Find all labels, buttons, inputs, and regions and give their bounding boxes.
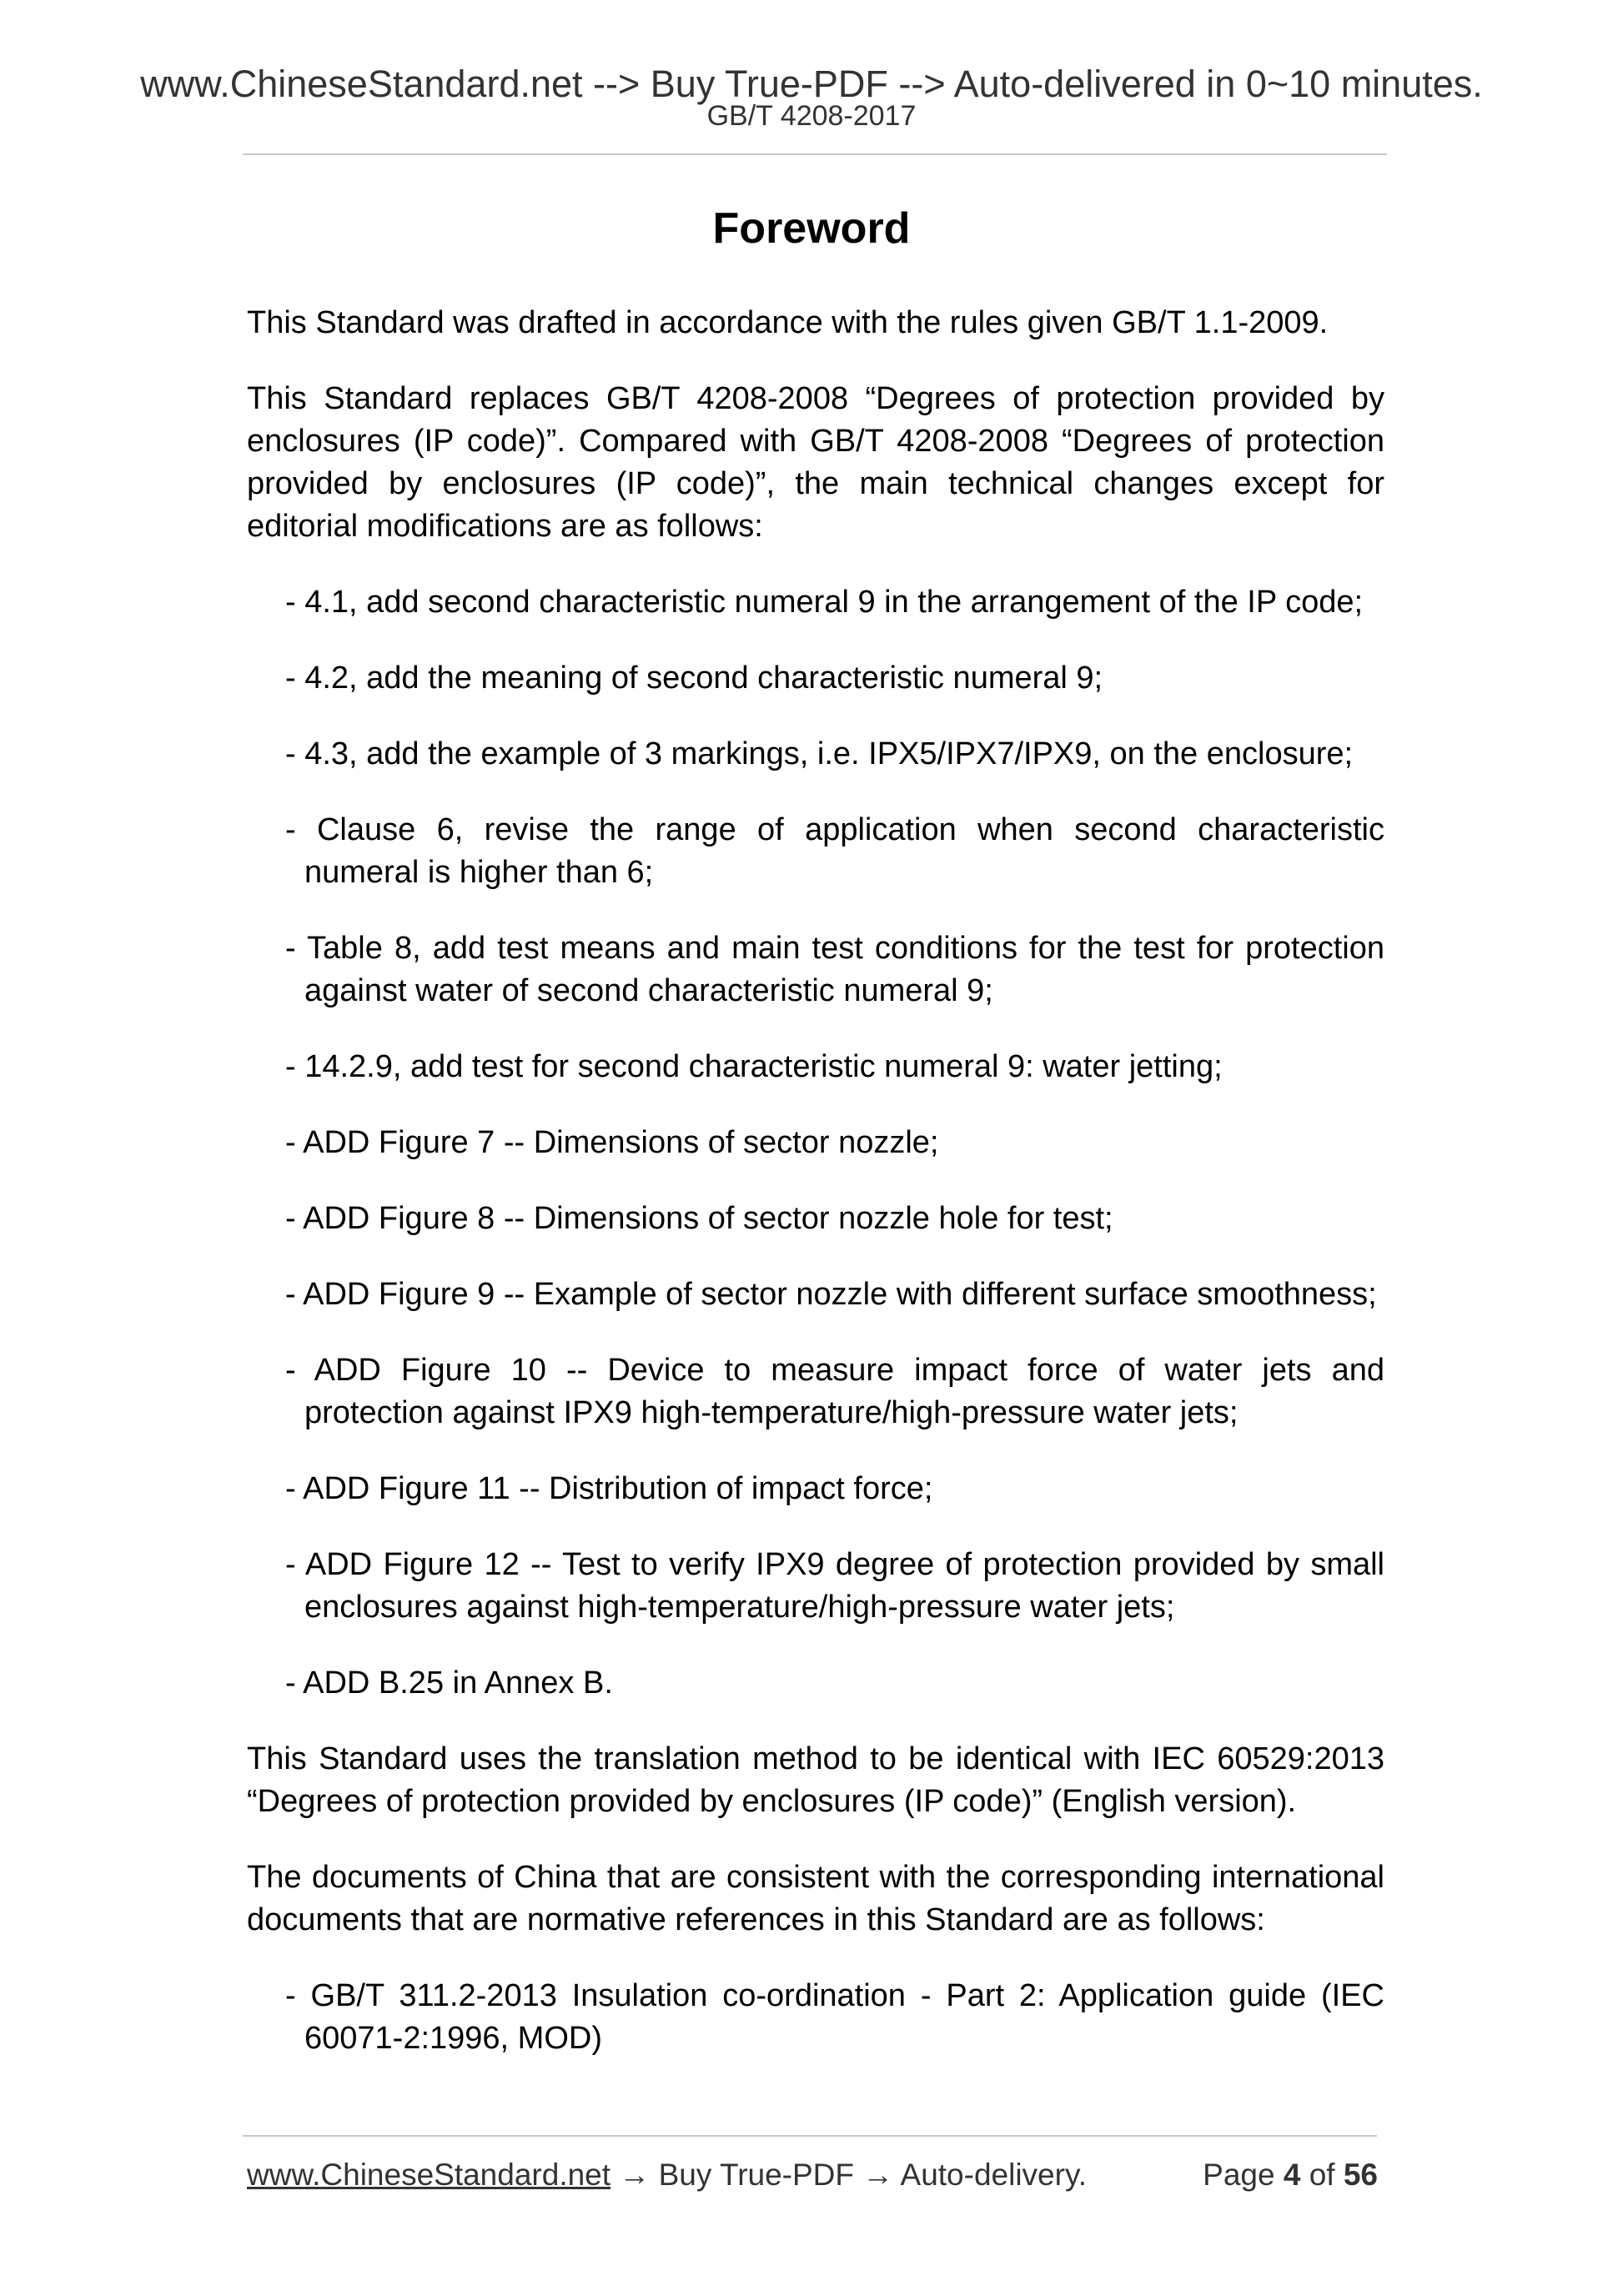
paragraph-consistent-documents: The documents of China that are consistent with the corresponding international documents that are normative references in this Standard are as follows: <box>247 1860 1384 1937</box>
list-item: - Table 8, add test means and main test conditions for the test for protection against water of second characteristic numeral 9; <box>285 931 1384 1008</box>
header-divider <box>243 153 1387 155</box>
changes-list <box>247 581 1384 1705</box>
footer-divider <box>243 2135 1377 2137</box>
page-title: Foreword <box>712 204 911 253</box>
footer-site-link[interactable]: www.ChineseStandard.net <box>247 2158 611 2192</box>
list-item: - 4.3, add the example of 3 markings, i.e. IPX5/IPX7/IPX9, on the enclosure; <box>285 736 1354 771</box>
list-item: - Clause 6, revise the range of application when second characteristic numeral is higher than 6; <box>285 812 1384 890</box>
footer-tagline: → Buy True-PDF → Auto-delivery. <box>611 2158 1087 2192</box>
paragraph-drafting-rules: This Standard was drafted in accordance with the rules given GB/T 1.1-2009. <box>247 305 1329 340</box>
list-item: - ADD Figure 10 -- Device to measure impact force of water jets and protection against IPX9 high-temperature/high-pressure water jets; <box>285 1353 1384 1430</box>
list-item: - ADD Figure 8 -- Dimensions of sector nozzle hole for test; <box>285 1201 1113 1236</box>
paragraph-replaces: This Standard replaces GB/T 4208-2008 “Degrees of protection provided by enclosures (IP code)”. Compared with GB/T 4208-2008 “Degrees of protection provided by enclosures (IP code)”, the main technical changes except for editorial modifications are as follows: <box>247 381 1384 544</box>
list-item: - ADD B.25 in Annex B. <box>285 1665 613 1701</box>
list-item: - ADD Figure 7 -- Dimensions of sector nozzle; <box>285 1125 939 1160</box>
list-item: - ADD Figure 9 -- Example of sector nozzle with different surface smoothness; <box>285 1277 1377 1312</box>
total-page-count: 56 <box>1343 2158 1378 2192</box>
standard-code: GB/T 4208-2017 <box>706 100 917 132</box>
list-item: - GB/T 311.2-2013 Insulation co-ordination - Part 2: Application guide (IEC 60071-2:1996, MOD) <box>285 1978 1384 2056</box>
page-indicator <box>1203 2157 1378 2193</box>
paragraph-translation-method: This Standard uses the translation method to be identical with IEC 60529:2013 “Degrees of protection provided by enclosures (IP code)” (English version). <box>247 1741 1384 1819</box>
list-item: - ADD Figure 11 -- Distribution of impact force; <box>285 1471 933 1506</box>
current-page-number: 4 <box>1283 2158 1301 2192</box>
references-list <box>247 1975 1384 2060</box>
list-item: - 4.1, add second characteristic numeral 9 in the arrangement of the IP code; <box>285 585 1364 620</box>
page-label: Page <box>1203 2158 1284 2192</box>
page-of-label: of <box>1300 2158 1344 2192</box>
site-banner: www.ChineseStandard.net --> Buy True-PDF --> Auto-delivered in 0~10 minutes. <box>140 63 1483 105</box>
list-item: - 14.2.9, add test for second characteristic numeral 9: water jetting; <box>285 1049 1223 1084</box>
footer-promo <box>247 2157 1087 2193</box>
list-item: - ADD Figure 12 -- Test to verify IPX9 degree of protection provided by small enclosures against high-temperature/high-pressure water jets; <box>285 1547 1384 1625</box>
document-body <box>247 302 1384 2093</box>
list-item: - 4.2, add the meaning of second characteristic numeral 9; <box>285 661 1103 696</box>
